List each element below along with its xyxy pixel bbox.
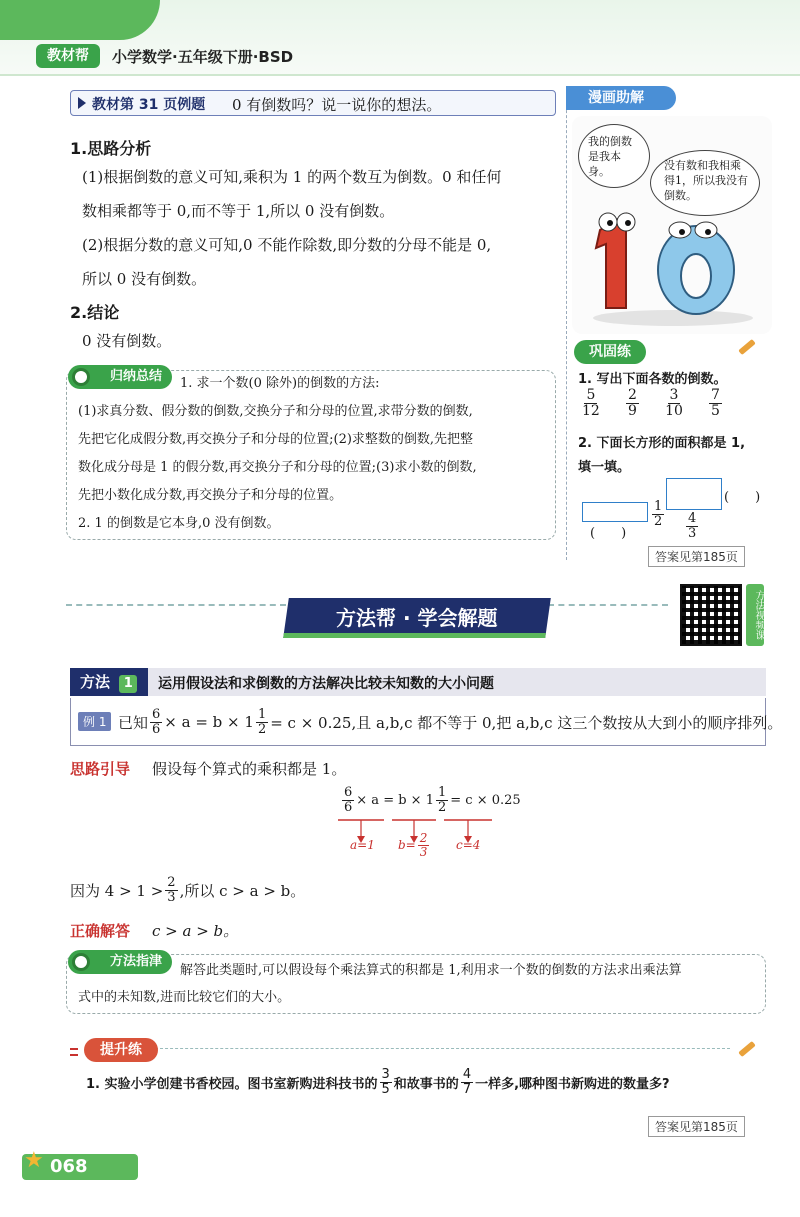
fraction-denominator: 2 — [257, 721, 267, 737]
conclusion-text: 0 没有倒数。 — [82, 332, 172, 350]
section-title-text: 方法帮 · 学会解题 — [336, 606, 498, 630]
because-fraction — [165, 876, 177, 904]
comic-tag-label: 漫画助解 — [588, 90, 644, 106]
practice-fractions — [578, 388, 758, 418]
example1-text — [118, 704, 782, 740]
fraction-numerator: 6 — [344, 785, 353, 800]
improve-fraction-one — [380, 1068, 392, 1096]
summary-line2: 先把它化成假分数,再交换分子和分母的位置;(2)求整数的倒数,先把整 — [78, 432, 474, 447]
fraction-denominator: 3 — [688, 525, 697, 541]
qr-label: 方法视频课 — [746, 584, 764, 646]
reciprocal-fraction — [626, 388, 639, 418]
right-column-divider — [566, 90, 567, 560]
rectangle-one-blank[interactable]: ( ) — [590, 526, 627, 541]
tip-line2: 式中的未知数,进而比较它们的大小。 — [78, 990, 291, 1005]
guide-text: 假设每个算式的乘积都是 1。 — [152, 760, 347, 778]
fraction-numerator: 4 — [688, 511, 697, 526]
one-pupil-left — [607, 220, 613, 226]
reciprocal-fraction — [580, 388, 602, 418]
rectangle-two-side — [686, 512, 698, 540]
qr-code[interactable] — [680, 584, 742, 646]
reciprocal-fraction — [663, 388, 685, 418]
answer-text: c > a > b。 — [152, 922, 239, 940]
rectangle-one-side — [652, 500, 664, 528]
method-title: 运用假设法和求倒数的方法解决比较未知数的大小问题 — [158, 676, 494, 692]
guide-ann-b — [398, 832, 431, 858]
one-pupil-right — [625, 220, 631, 226]
reciprocal-fraction — [709, 388, 722, 418]
improve-q1-pre: 1. 实验小学创建书香校园。图书室新购进科技书的 — [86, 1076, 378, 1092]
fraction-denominator: 6 — [344, 799, 353, 815]
improve-q1-mid: 和故事书的 — [393, 1076, 459, 1092]
analysis-heading: 1.思路分析 — [70, 139, 152, 158]
pencil-icon — [738, 339, 756, 355]
summary-tag-label: 归纳总结 — [109, 369, 162, 384]
fraction-denominator: 10 — [665, 402, 683, 419]
fraction-numerator: 4 — [462, 1066, 472, 1082]
summary-line1: (1)求真分数、假分数的倒数,交换分子和分母的位置,求带分数的倒数, — [78, 404, 473, 419]
tip-magnifier-icon — [72, 953, 90, 971]
example-bar-label: 教材第 31 页例题 — [92, 97, 206, 113]
improve-pencil-icon — [738, 1041, 756, 1057]
section-rule-left — [66, 604, 286, 606]
magnifier-icon — [72, 368, 90, 386]
star-icon: ★ — [24, 1148, 44, 1173]
method-tag — [72, 668, 148, 696]
improve-rule — [150, 1048, 730, 1049]
section-rule-right — [548, 604, 668, 606]
improve-q1 — [86, 1064, 670, 1100]
triangle-icon — [78, 97, 86, 109]
example1-pre: 已知 — [118, 713, 149, 732]
guide-fraction-two — [436, 786, 448, 814]
zero-hole — [681, 254, 711, 298]
method-num: 1 — [119, 675, 137, 693]
example1-post: = c × 0.25,且 a,b,c 都不等于 0,把 a,b,c 这三个数按从大到小的顺序排列。 — [270, 713, 783, 732]
practice-tag — [574, 340, 646, 364]
analysis-p1-line1: (1)根据倒数的意义可知,乘积为 1 的两个数互为倒数。0 和任何 — [82, 168, 502, 186]
guide-eq-mid1: × a = b × 1 — [356, 792, 434, 808]
analysis-p2-line1: (2)根据分数的意义可知,0 不能作除数,即分数的分母不能是 0, — [82, 236, 492, 254]
practice-q1: 1. 写出下面各数的倒数。 — [578, 372, 727, 387]
conclusion-heading: 2.结论 — [70, 303, 120, 322]
comic-shadow — [593, 310, 753, 326]
guide-ann-a: a=1 — [350, 838, 375, 852]
example1-fraction-two — [256, 708, 268, 736]
guide-ann-c: c=4 — [456, 838, 481, 852]
answer-tag: 正确解答 — [70, 922, 131, 940]
guide-fraction-one — [342, 786, 354, 814]
zero-pupil-left — [679, 229, 685, 235]
because-line — [70, 872, 305, 908]
speech-bubble-two-text: 没有数和我相乘得1，所以我没有倒数。 — [664, 159, 748, 202]
fraction-numerator: 6 — [152, 706, 161, 722]
improve-tag-label: 提升练 — [100, 1042, 142, 1058]
fraction-numerator: 2 — [167, 874, 176, 890]
rectangle-one — [582, 502, 648, 522]
rectangle-two-blank[interactable]: ( ) — [724, 490, 761, 505]
method-tag-label: 方法 — [80, 673, 111, 691]
summary-line0: 1. 求一个数(0 除外)的倒数的方法: — [180, 376, 380, 391]
fraction-denominator: 7 — [462, 1081, 472, 1097]
footer-page-number: 068 — [50, 1156, 88, 1177]
because-pre: 因为 4 > 1 > — [70, 881, 164, 900]
fraction-numerator: 5 — [586, 387, 596, 403]
fraction-numerator: 7 — [711, 387, 720, 403]
fraction-denominator: 9 — [627, 402, 637, 419]
fraction-denominator: 2 — [654, 513, 663, 529]
fraction-denominator: 5 — [381, 1081, 390, 1097]
header-logo: 教材帮 — [36, 44, 100, 68]
comic-tag — [566, 86, 676, 110]
guide-tag: 思路引导 — [70, 760, 131, 778]
fraction-numerator: 1 — [257, 706, 267, 722]
fraction-denominator: 12 — [582, 402, 600, 419]
improve-fraction-two — [461, 1068, 473, 1096]
because-post: ,所以 c > a > b。 — [179, 881, 306, 900]
header-green-corner — [0, 0, 160, 40]
fraction-numerator: 2 — [627, 387, 637, 403]
tip-line1: 解答此类题时,可以假设每个乘法算式的积都是 1,利用求一个数的倒数的方法求出乘法算 — [180, 963, 682, 978]
guide-equation — [340, 786, 521, 814]
fraction-numerator: 2 — [419, 831, 428, 845]
speech-bubble-one-text: 我的倒数是我本身。 — [588, 135, 632, 178]
analysis-p1-line2: 数相乘都等于 0,而不等于 1,所以 0 没有倒数。 — [82, 202, 395, 220]
comic-illustration — [578, 200, 768, 330]
guide-ann-b-pre: b= — [398, 838, 416, 853]
fraction-denominator: 3 — [419, 844, 428, 859]
tip-tag-label: 方法指津 — [109, 954, 162, 969]
example1-fraction-one — [150, 708, 162, 736]
example1-tag: 例 1 — [78, 712, 111, 731]
example-bar-question: 0 有倒数吗？说一说你的想法。 — [232, 96, 442, 114]
fraction-denominator: 3 — [167, 889, 176, 905]
practice-tag-label: 巩固练 — [589, 344, 631, 360]
summary-line4: 先把小数化成分数,再交换分子和分母的位置。 — [78, 488, 343, 503]
fraction-denominator: 6 — [152, 721, 161, 737]
fraction-numerator: 1 — [654, 499, 663, 514]
header-title: 小学数学·五年级下册·BSD — [112, 48, 294, 66]
fraction-numerator: 3 — [669, 387, 679, 403]
practice-q2-line2: 填一填。 — [578, 460, 631, 475]
improve-mark — [70, 1048, 78, 1056]
practice-answer-ref: 答案见第185页 — [648, 546, 745, 567]
summary-line5: 2. 1 的倒数是它本身,0 没有倒数。 — [78, 516, 280, 531]
guide-eq-mid2: = c × 0.25 — [450, 792, 521, 808]
analysis-p2-line2: 所以 0 没有倒数。 — [82, 270, 207, 288]
practice-q2-line1: 2. 下面长方形的面积都是 1, — [578, 436, 746, 451]
improve-q1-post: 一样多,哪种图书新购进的数量多? — [475, 1076, 670, 1092]
header-rule — [0, 74, 800, 76]
fraction-numerator: 3 — [381, 1066, 390, 1082]
fraction-numerator: 1 — [437, 785, 447, 800]
fraction-denominator: 2 — [437, 799, 447, 815]
summary-line3: 数化成分母是 1 的假分数,再交换分子和分母的位置;(3)求小数的倒数, — [78, 460, 477, 475]
improve-tag — [84, 1038, 158, 1062]
fraction-denominator: 5 — [711, 402, 720, 419]
zero-pupil-right — [705, 229, 711, 235]
improve-answer-ref: 答案见第185页 — [648, 1116, 745, 1137]
guide-ann-b-fraction — [418, 832, 430, 858]
example1-mid: × a = b × 1 — [164, 713, 254, 731]
rectangle-two — [666, 478, 722, 510]
section-title — [283, 598, 551, 638]
